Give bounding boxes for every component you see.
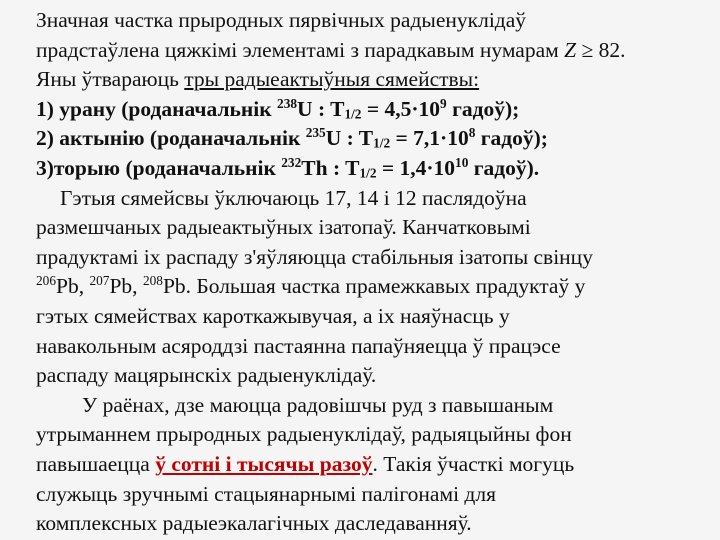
half-life-symbol: : T [341, 126, 374, 151]
exponent: 10 [455, 154, 469, 170]
family-thorium-lead: 3)торыю (роданачальнік [36, 155, 282, 180]
mass-number: 238 [277, 95, 298, 111]
isotope-pb-207: Pb, [109, 274, 143, 299]
intro-line-2-text: прадстаўлена цяжкімі элементамі з парадкавым нумарам [36, 37, 565, 62]
families-heading: тры радыеактыўныя сямействы: [184, 67, 480, 92]
z-symbol: Z [564, 37, 577, 62]
exponent: 9 [440, 95, 447, 111]
exponent: 8 [468, 125, 476, 141]
mass-number: 235 [305, 125, 326, 141]
half-life-symbol: : T [327, 155, 360, 180]
para2-line-3: прадуктамі іх распаду з'яўляюцца стабільныя ізатопы свінцу [36, 244, 593, 269]
mass-number: 206 [36, 273, 56, 289]
half-life-symbol: : T [312, 96, 345, 121]
intro-line-2 [36, 36, 710, 66]
half-life-value: = 7,1·10 [390, 126, 469, 151]
mass-number: 232 [281, 154, 302, 170]
para3-line-5: комплексных радыеэкалагічных даследаванняў. [36, 511, 472, 536]
half-life-unit: гадоў); [475, 126, 548, 151]
half-life-subscript: 1/2 [373, 136, 391, 152]
family-uranium-lead: 1) урану (роданачальнік [36, 96, 278, 121]
intro-line-1: Значная частка прыродных пярвічных радыенуклідаў [36, 8, 527, 32]
half-life-unit: гадоў). [468, 155, 540, 180]
para2-line-5: гэтых сямействах кароткажывучая, а іх наяўнасць у [36, 303, 510, 328]
intro-line-3-text: Яны ўтвараюць [36, 67, 185, 92]
intro-line-3 [36, 65, 710, 95]
half-life-unit: гадоў); [446, 96, 520, 121]
mass-number: 207 [89, 273, 110, 289]
isotope-pb-208-text: Pb. Большая частка прамежкавых прадуктаў у [162, 274, 586, 299]
element-symbol: U [325, 126, 342, 151]
element-symbol: U [297, 96, 313, 121]
family-actinium [36, 124, 710, 154]
isotope-pb-206: Pb, [56, 274, 90, 299]
para3-line-3 [36, 450, 710, 480]
para2-line-6: навакольным асяроддзі пастаянна папаўняецца ў працэсе [36, 333, 561, 358]
family-actinium-lead: 2) актынію (роданачальнік [36, 126, 306, 151]
family-thorium [36, 154, 710, 184]
half-life-subscript: 1/2 [344, 106, 362, 122]
para3-line-2: утрыманнем прыродных радыенуклідаў, радыяцыйны фон [36, 422, 572, 447]
z-condition: ≥ 82. [576, 37, 626, 62]
half-life-subscript: 1/2 [359, 165, 377, 181]
para2-line-7: распаду мацярынскіх радыенуклідаў. [36, 363, 377, 388]
para3-line-1: У раёнах, дзе маюцца радовішчы руд з павышаным [82, 392, 554, 417]
para3-line-3-tail: . Такія ўчасткі могуць [372, 451, 575, 476]
highlight-phrase: ў сотні і тысячы разоў [155, 451, 373, 476]
mass-number: 208 [142, 273, 163, 289]
para3-line-3-lead: павышаецца [36, 451, 156, 476]
half-life-value: = 1,4·10 [376, 155, 456, 180]
family-uranium [36, 95, 710, 125]
para2-line-1: Гэтыя сямейсвы ўключаюць 17, 14 і 12 паслядоўна [60, 185, 527, 210]
para3-line-4: служыць зручнымі стацыянарнымі палігонамі для [36, 481, 496, 506]
element-symbol: Th [301, 155, 328, 180]
para2-line-4 [36, 272, 710, 302]
half-life-value: = 4,5·10 [361, 96, 441, 121]
para2-line-2: размешчаных радыеактыўных ізатопаў. Канчатковымі [36, 215, 531, 240]
